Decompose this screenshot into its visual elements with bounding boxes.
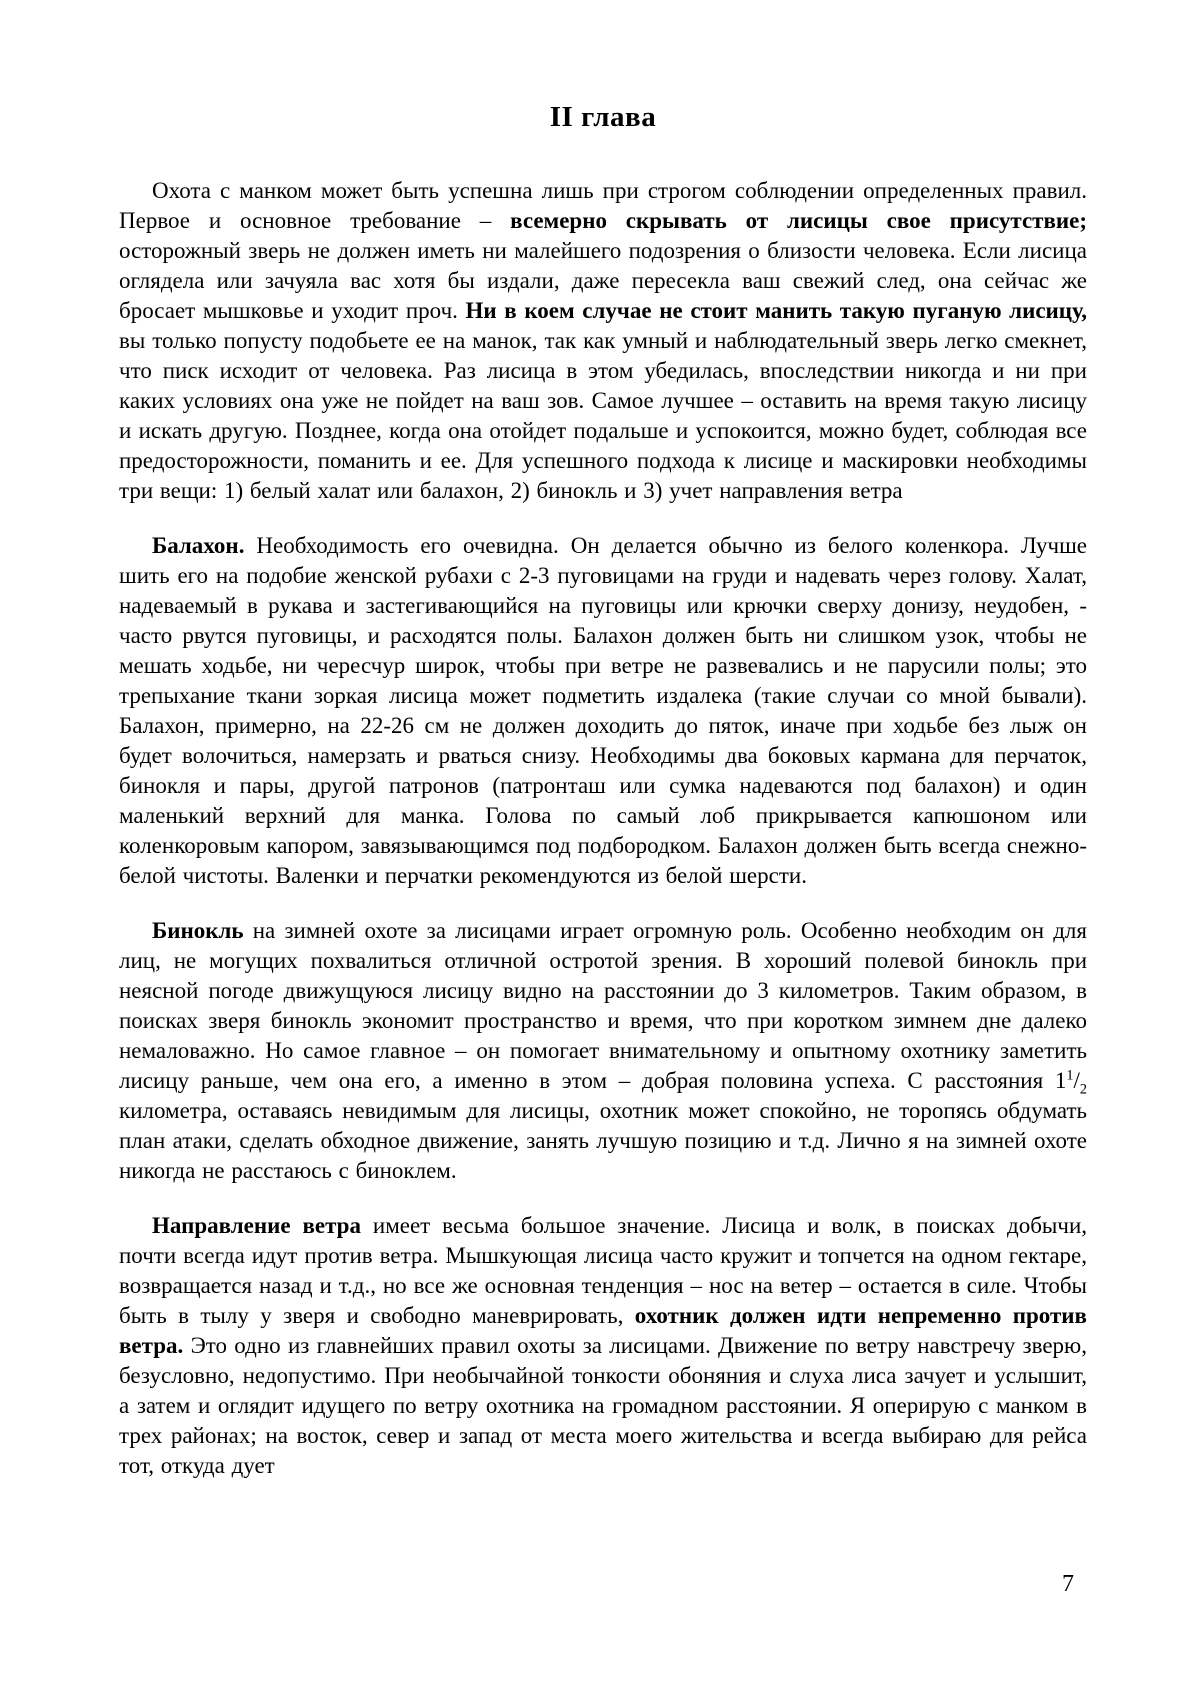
text-run: имеет весьма большое значение. Лисица и волк, в поисках добычи, почти всегда идут против ветра. Мышкующая лисица часто кружит и топчется на одном гектаре, возвращается назад и т.д., но все же основная тенденция – нос на ветер – остается в силе. Чтобы быть в тылу у зверя и свободно маневрировать,	[119, 1213, 1087, 1328]
chapter-title: II глава	[549, 101, 657, 133]
text-run: /	[1073, 1068, 1080, 1093]
bold-text-run: Ни в коем случае не стоит манить такую пуганую лисицу,	[465, 298, 1087, 323]
text-run: вы только попусту подобьете ее на манок, так как умный и наблюдательный зверь легко смекнет, что писк исходит от человека. Раз лисица в этом убедилась, впоследствии никогда и ни при каких условиях она уже не пойдет на ваш зов. Самое лучшее – оставить на время такую лисицу и искать другую. Позднее, когда она отойдет подальше и успокоится, можно будет, соблюдая все предосторожности, поманить и ее. Для успешного подхода к лисице и маскировки необходимы три вещи: 1) белый халат или балахон, 2) бинокль и 3) учет направления ветра	[119, 328, 1087, 503]
text-run: Охота с манком может быть успешна лишь при строгом соблюдении определенных правил. Первое и основное требование –	[119, 178, 1087, 233]
paragraph	[119, 176, 1087, 506]
bold-text-run: охотник должен идти непременно против ветра.	[119, 1303, 1087, 1358]
bold-text-run: Бинокль	[152, 918, 244, 943]
text-run: километра, оставаясь невидимым для лисицы, охотник может спокойно, не торопясь обдумать план атаки, сделать обходное движение, занять лучшую позицию и т.д. Лично я на зимней охоте никогда не расстаюсь с биноклем.	[119, 1098, 1087, 1183]
text-run: на зимней охоте за лисицами играет огромную роль. Особенно необходим он для лиц, не могущих похвалиться отличной остротой зрения. В хороший полевой бинокль при неясной погоде движущуюся лисицу видно на расстоянии до 3 километров. Таким образом, в поисках зверя бинокль экономит пространство и время, что при коротком зимнем дне далеко немаловажно. Но самое главное – он помогает внимательному и опытному охотнику заметить лисицу раньше, чем она его, а именно в этом – добрая половина успеха. С расстояния 1	[119, 918, 1087, 1093]
paragraph	[119, 916, 1087, 1186]
bold-text-run: Балахон.	[152, 533, 245, 558]
paragraph	[119, 531, 1087, 891]
text-run: Необходимость его очевидна. Он делается обычно из белого коленкора. Лучше шить его на подобие женской рубахи с 2-3 пуговицами на груди и надевать через голову. Халат, надеваемый в рукава и застегивающийся на пуговицы или крючки сверху донизу, неудобен, - часто рвутся пуговицы, и расходятся полы. Балахон должен быть ни слишком узок, чтобы не мешать ходьбе, ни чересчур широк, чтобы при ветре не развевались и не парусили полы; это трепыхание ткани зоркая лисица может подметить издалека (такие случаи со мной бывали). Балахон, примерно, на 22-26 см не должен доходить до пяток, иначе при ходьбе без лыж он будет волочиться, намерзать и рваться снизу. Необходимы два боковых кармана для перчаток, бинокля и пары, другой патронов (патронташ или сумка надеваются под балахон) и один маленький верхний для манка. Голова по самый лоб прикрывается капюшоном или коленкоровым капором, завязывающимся под подбородком. Балахон должен быть всегда снежно-белой чистоты. Валенки и перчатки рекомендуются из белой шерсти.	[119, 533, 1087, 888]
text-run: 1	[1066, 1067, 1074, 1084]
text-run: Это одно из главнейших правил охоты за лисицами. Движение по ветру навстречу зверю, безусловно, недопустимо. При необычайной тонкости обоняния и слуха лиса зачует и услышит, а затем и оглядит идущего по ветру охотника на громадном расстоянии. Я оперирую с манком в трех районах; на восток, север и запад от места моего жительства и всегда выбираю для рейса тот, откуда дует	[119, 1333, 1087, 1478]
page-number: 7	[1062, 1571, 1074, 1597]
text-run: осторожный зверь не должен иметь ни малейшего подозрения о близости человека. Если лисица оглядела или зачуяла вас хотя бы издали, даже пересекла ваш свежий след, она сейчас же бросает мышковье и уходит проч.	[119, 238, 1087, 323]
text-run: 2	[1079, 1081, 1087, 1098]
bold-text-run: всемерно скрывать от лисицы свое присутствие;	[510, 208, 1088, 233]
paragraph	[119, 1211, 1087, 1481]
bold-text-run: Направление ветра	[152, 1213, 361, 1238]
paragraphs	[119, 176, 1087, 1481]
content-area	[119, 100, 1087, 1506]
